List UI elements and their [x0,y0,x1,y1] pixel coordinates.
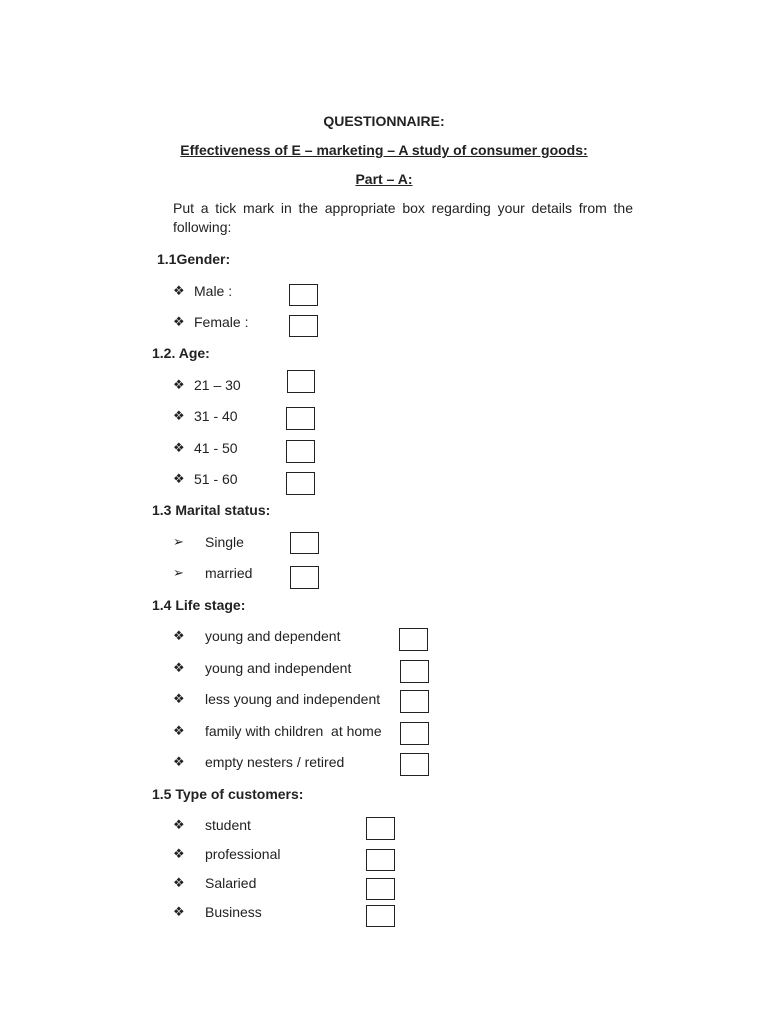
diamond-bullet-icon: ❖ [173,471,185,486]
checkbox-age-21-30[interactable] [287,370,315,393]
option-label-age-31-40: 31 - 40 [194,408,238,424]
diamond-bullet-icon: ❖ [173,377,185,392]
checkbox-professional[interactable] [366,849,395,871]
option-label-professional: professional [205,846,281,862]
checkbox-student[interactable] [366,817,395,840]
section-heading-life-stage: 1.4 Life stage: [152,597,246,613]
option-label-less-young-independent: less young and independent [205,691,381,707]
arrow-bullet-icon: ➢ [173,565,184,580]
checkbox-male[interactable] [289,284,318,306]
checkbox-married[interactable] [290,566,319,589]
section-heading-age: 1.2. Age: [152,345,210,361]
checkbox-less-young-independent[interactable] [400,690,429,713]
diamond-bullet-icon: ❖ [173,440,185,455]
checkbox-empty-nesters[interactable] [400,753,429,776]
checkbox-family-with-children[interactable] [400,722,429,745]
checkbox-age-41-50[interactable] [286,440,315,463]
option-label-married: married [205,565,253,581]
diamond-bullet-icon: ❖ [173,628,185,643]
section-heading-customer-type: 1.5 Type of customers: [152,786,304,802]
checkbox-age-51-60[interactable] [286,472,315,495]
checkbox-business[interactable] [366,905,395,927]
option-label-empty-nesters: empty nesters / retired [205,754,345,770]
diamond-bullet-icon: ❖ [173,408,185,423]
checkbox-salaried[interactable] [366,878,395,900]
option-label-student: student [205,817,251,833]
checkbox-young-independent[interactable] [400,660,429,683]
option-label-age-21-30: 21 – 30 [194,377,241,393]
option-label-young-independent: young and independent [205,660,352,676]
checkbox-single[interactable] [290,532,319,554]
section-heading-marital-status: 1.3 Marital status: [152,502,271,518]
diamond-bullet-icon: ❖ [173,904,185,919]
section-heading-gender: 1.1Gender: [157,251,231,267]
option-label-family-with-children: family with children at home [205,723,382,739]
checkbox-age-31-40[interactable] [286,407,315,430]
option-label-business: Business [205,904,262,920]
diamond-bullet-icon: ❖ [173,846,185,861]
diamond-bullet-icon: ❖ [173,660,185,675]
checkbox-young-dependent[interactable] [399,628,428,651]
diamond-bullet-icon: ❖ [173,723,185,738]
questionnaire-title: QUESTIONNAIRE: [323,113,445,129]
survey-subtitle: Effectiveness of E – marketing – A study of consumer goods: [180,142,588,158]
option-label-age-41-50: 41 - 50 [194,440,238,456]
option-label-young-dependent: young and dependent [205,628,341,644]
option-label-single: Single [205,534,244,550]
part-heading: Part – A: [355,171,413,187]
diamond-bullet-icon: ❖ [173,875,185,890]
instructions: Put a tick mark in the appropriate box regarding your details from the following: [173,200,633,235]
diamond-bullet-icon: ❖ [173,817,185,832]
diamond-bullet-icon: ❖ [173,691,185,706]
option-label-age-51-60: 51 - 60 [194,471,238,487]
diamond-bullet-icon: ❖ [173,283,185,298]
checkbox-female[interactable] [289,315,318,337]
diamond-bullet-icon: ❖ [173,314,185,329]
option-label-female: Female : [194,314,249,330]
arrow-bullet-icon: ➢ [173,534,184,549]
option-label-salaried: Salaried [205,875,257,891]
option-label-male: Male : [194,283,233,299]
diamond-bullet-icon: ❖ [173,754,185,769]
